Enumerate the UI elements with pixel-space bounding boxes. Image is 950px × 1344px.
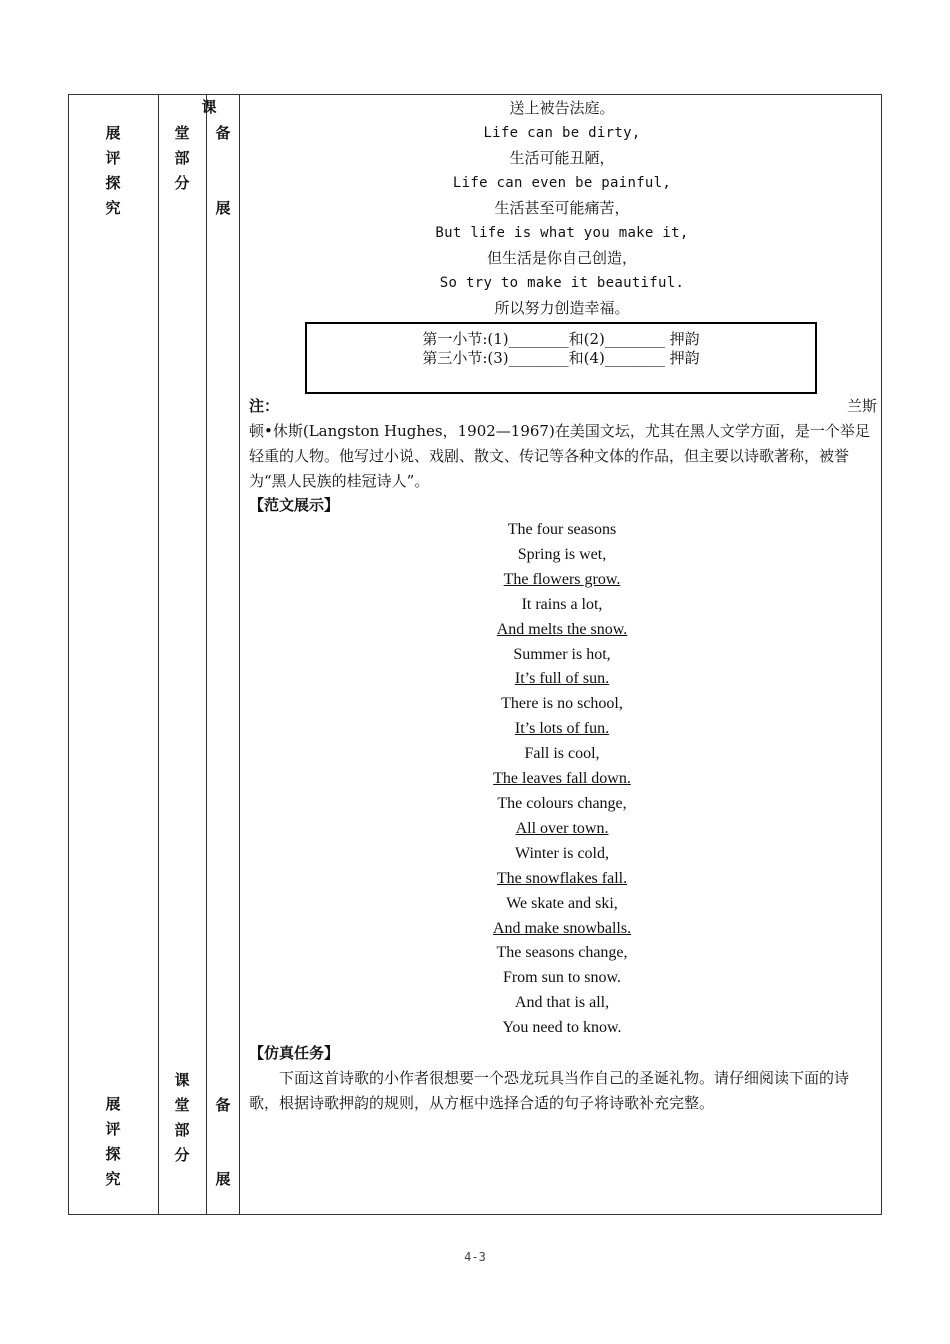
poem-line: The colours change, — [497, 794, 627, 812]
side-label-char: 评 — [105, 1120, 121, 1138]
side-label-char: 堂 — [174, 1096, 190, 1114]
poem-line-rhyme: And make snowballs. — [492, 919, 632, 937]
poem-line: 生活甚至可能痛苦， — [494, 199, 630, 217]
rhyme-question: 第三小节:(3)________和(4)________ 押韵 — [422, 349, 700, 367]
side-label-char: 展 — [215, 199, 231, 217]
poem-line: But life is what you make it, — [435, 225, 689, 241]
poem-line: From sun to snow. — [502, 969, 622, 987]
poem-line-rhyme: It’s full of sun. — [514, 670, 610, 688]
column-divider — [239, 94, 240, 1215]
poem-line: The seasons change, — [496, 944, 628, 962]
side-label-char: 分 — [174, 1146, 190, 1164]
poem-line: And that is all, — [514, 994, 610, 1012]
side-label-char: 究 — [105, 199, 121, 217]
side-label-char: 探 — [105, 174, 121, 192]
side-label-char: 分 — [174, 174, 190, 192]
poem-line: 所以努力创造幸福。 — [494, 299, 630, 317]
side-label-char: 部 — [174, 1121, 190, 1139]
sample-poem — [248, 518, 876, 1041]
side-label-char: 究 — [105, 1170, 121, 1188]
side-label-char: 评 — [105, 149, 121, 167]
author-note — [249, 394, 877, 494]
poem-line: 送上被告法庭。 — [509, 99, 615, 117]
column-divider — [158, 94, 159, 1215]
poem-line-rhyme: The snowflakes fall. — [496, 869, 628, 887]
poem-line: Spring is wet, — [517, 545, 607, 563]
poem-line: It rains a lot, — [521, 595, 603, 613]
side-label-char: 堂 — [174, 124, 190, 142]
side-label-char: 展 — [105, 124, 121, 142]
page-number: 4-3 — [464, 1250, 486, 1264]
poem-line: Fall is cool, — [524, 745, 600, 763]
poem-line-rhyme: The flowers grow. — [503, 570, 621, 588]
rhyme-question: 第一小节:(1)________和(2)________ 押韵 — [422, 330, 700, 348]
poem-title: The four seasons — [507, 521, 617, 538]
side-label-char: 备 — [215, 1096, 231, 1114]
poem-line: Summer is hot, — [513, 645, 611, 663]
poem-line: There is no school, — [501, 695, 623, 713]
side-label-char: 展 — [105, 1095, 121, 1113]
poem-line: Life can even be painful, — [452, 175, 672, 191]
column-divider — [206, 94, 207, 1215]
poem-line: Winter is cold, — [515, 844, 609, 862]
poem-line-rhyme: It’s lots of fun. — [514, 720, 610, 738]
original-poem — [248, 96, 876, 321]
side-label-char: 课 — [174, 1071, 190, 1089]
side-label-char: 备 — [215, 124, 231, 142]
task-instructions: 下面这首诗歌的小作者很想要一个恐龙玩具当作自己的圣诞礼物。请仔细阅读下面的诗歌，根据诗歌押韵的规则，从方框中选择合适的句子将诗歌补充完整。 — [249, 1069, 850, 1112]
poem-line: We skate and ski, — [506, 894, 618, 912]
poem-line: You need to know. — [502, 1019, 622, 1037]
rhyme-exercise-box — [305, 322, 817, 394]
note-label: 注： — [249, 397, 280, 415]
poem-line-rhyme: The leaves fall down. — [493, 770, 631, 788]
poem-line: 但生活是你自己创造， — [486, 249, 637, 267]
poem-line: Life can be dirty, — [483, 125, 641, 141]
side-label-char: 课 — [201, 98, 217, 116]
section-title-task: 【仿真任务】 — [249, 1044, 340, 1062]
poem-line-rhyme: All over town. — [515, 819, 609, 837]
poem-line: So try to make it beautiful. — [439, 275, 685, 291]
side-label-char: 部 — [174, 149, 190, 167]
poem-line: 生活可能丑陋， — [509, 149, 615, 167]
section-title-sample: 【范文展示】 — [249, 496, 340, 514]
note-first-word: 兰斯 — [846, 397, 877, 415]
poem-line-rhyme: And melts the snow. — [496, 620, 628, 638]
note-text: 顿•休斯(Langston Hughes，1902—1967)在美国文坛，尤其在黑人文学方面，是一个举足轻重的人物。他写过小说、戏剧、散文、传记等各种文体的作品，但主要以诗歌著称，被誉为“黑人民族的桂冠诗人”。 — [249, 422, 870, 490]
side-label-char: 展 — [215, 1170, 231, 1188]
side-label-char: 探 — [105, 1145, 121, 1163]
